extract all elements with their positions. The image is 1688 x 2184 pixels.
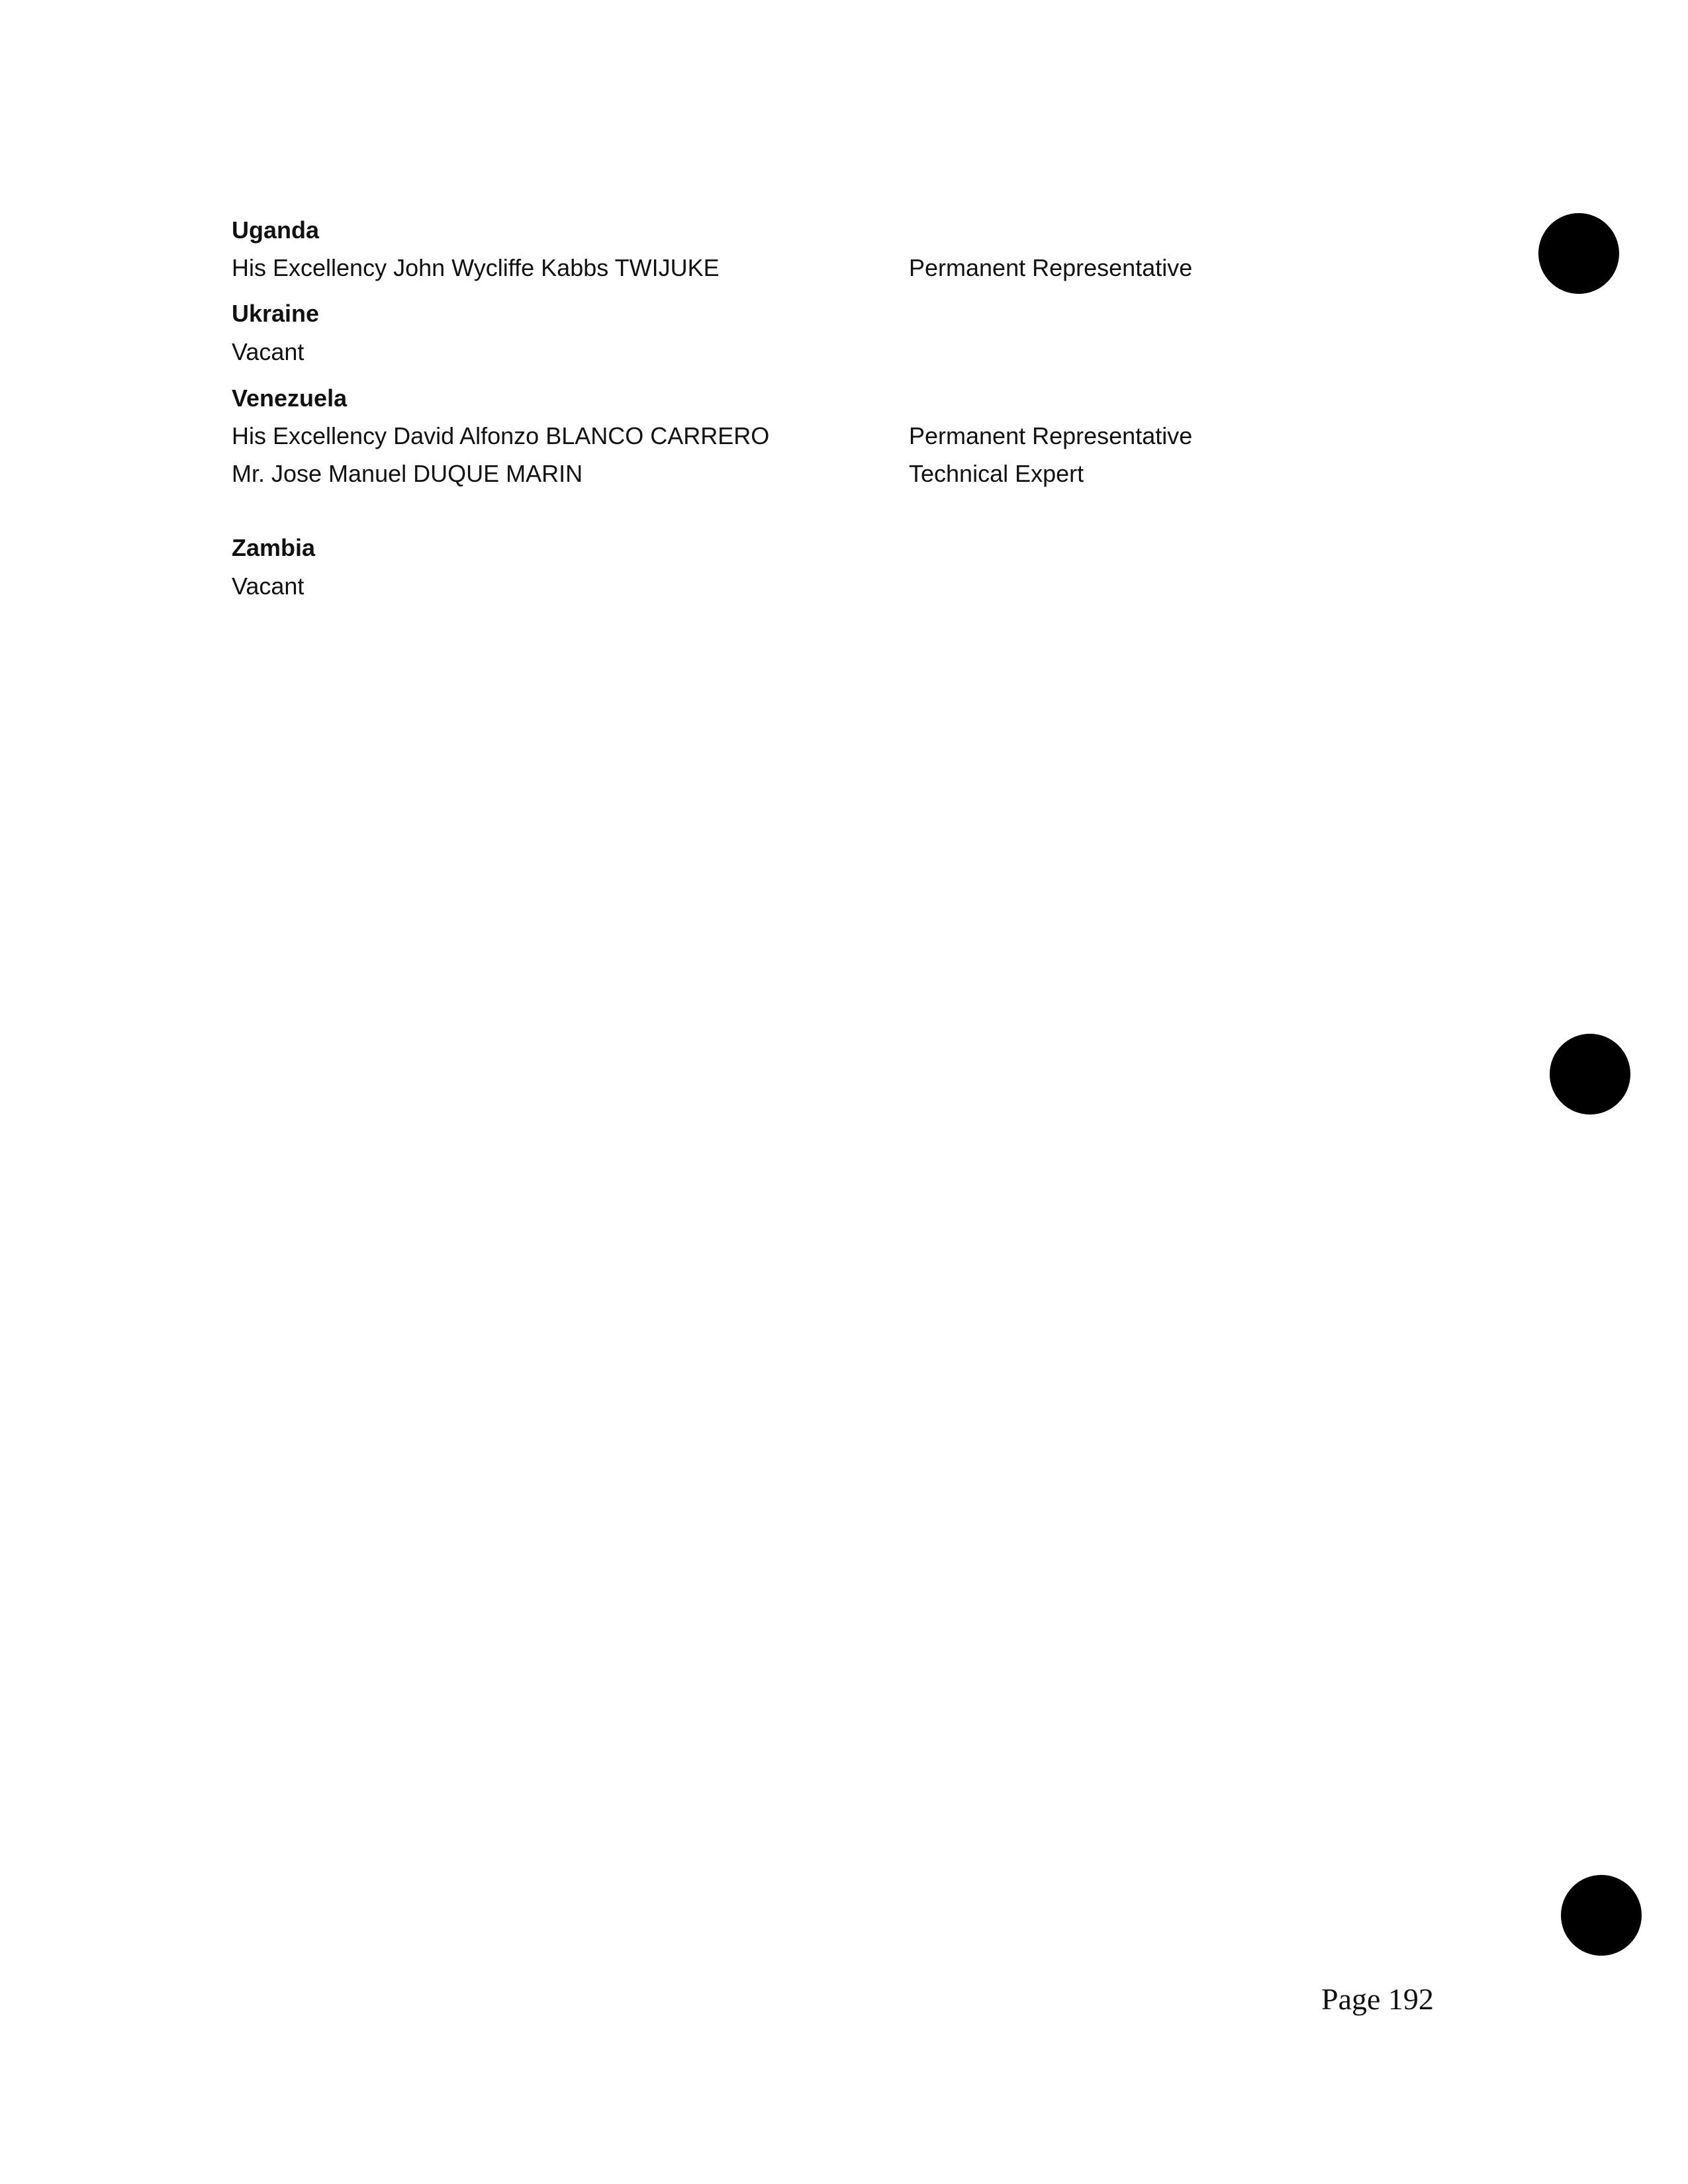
page-number: Page 192	[1321, 1982, 1434, 2016]
country-heading-ukraine: Ukraine	[232, 300, 320, 327]
member-name: Vacant	[232, 572, 305, 600]
punch-hole	[1538, 213, 1619, 294]
member-name: His Excellency David Alfonzo BLANCO CARRERO	[232, 422, 770, 449]
member-title: Permanent Representative	[909, 254, 1193, 281]
country-heading-venezuela: Venezuela	[232, 385, 348, 412]
country-heading-uganda: Uganda	[232, 216, 320, 244]
member-name: Vacant	[232, 338, 305, 365]
country-heading-zambia: Zambia	[232, 534, 316, 561]
member-name: His Excellency John Wycliffe Kabbs TWIJUKE	[232, 254, 720, 281]
punch-hole	[1561, 1875, 1642, 1956]
member-title: Technical Expert	[909, 460, 1084, 487]
punch-hole	[1550, 1034, 1630, 1115]
member-name: Mr. Jose Manuel DUQUE MARIN	[232, 460, 583, 487]
member-title: Permanent Representative	[909, 422, 1193, 449]
